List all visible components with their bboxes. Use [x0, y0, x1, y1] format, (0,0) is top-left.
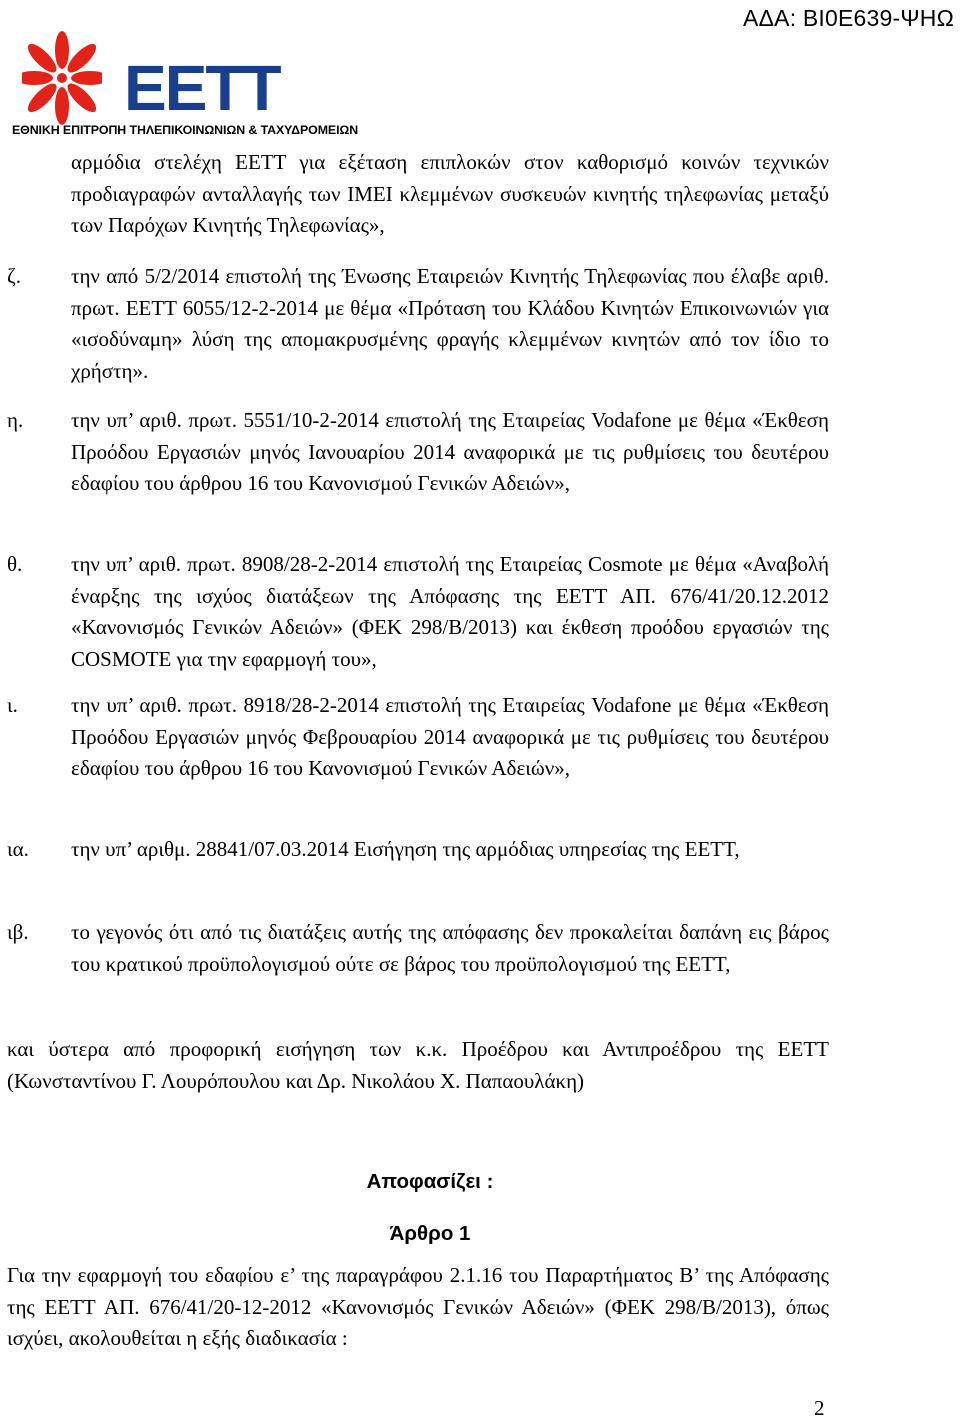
list-item-text: το γεγονός ότι από τις διατάξεις αυτής της απόφασης δεν προκαλείται δαπάνη εις βάρος του κρατικού προϋπολογισμού ούτε σε βάρος του προϋπολογισμού της ΕΕΤΤ,	[71, 920, 829, 976]
list-item-text: την υπ’ αριθμ. 28841/07.03.2014 Εισήγηση της αρμόδιας υπηρεσίας της ΕΕΤΤ,	[71, 837, 740, 861]
eett-logo-word: ΕΕΤΤ	[124, 52, 280, 124]
eett-logo-mark-icon	[22, 30, 102, 126]
list-item-text: αρμόδια στελέχη ΕΕΤΤ για εξέταση επιπλοκών στον καθορισμό κοινών τεχνικών προδιαγραφών ανταλλαγής των IMEI κλεμμένων συσκευών κινητής τηλεφωνίας μεταξύ των Παρόχων Κινητής Τηλεφωνίας»,	[71, 150, 829, 237]
list-item-marker: ια.	[7, 837, 29, 861]
ada-code: ΑΔΑ: ΒΙ0Ε639-ΨΗΩ	[743, 5, 954, 31]
decision-heading: Αποφασίζει :	[366, 1170, 494, 1193]
article-paragraph: Για την εφαρμογή του εδαφίου ε’ της παραγράφου 2.1.16 του Παραρτήματος Β’ της Απόφασης της ΕΕΤΤ ΑΠ. 676/41/20-12-2012 «Κανονισμός Γενικών Αδειών» (ΦΕΚ 298/Β/2013), όπως ισχύει, ακολουθείται η εξής διαδικασία :	[7, 1263, 829, 1350]
list-item-text: την υπ’ αριθ. πρωτ. 8908/28-2-2014 επιστολή της Εταιρείας Cosmote με θέμα «Αναβολή έναρξης της ισχύος διατάξεων της Απόφασης της ΕΕΤΤ ΑΠ. 676/41/20.12.2012 «Κανονισμός Γενικών Αδειών» (ΦΕΚ 298/Β/2013) και έκθεση προόδου εργασιών της COSMOTE για την εφαρμογή του»,	[71, 552, 829, 671]
list-item-marker: ι.	[7, 693, 18, 717]
page-number: 2	[814, 1396, 825, 1420]
list-item-marker: ζ.	[7, 264, 21, 288]
closing-paragraph: και ύστερα από προφορική εισήγηση των κ.κ. Προέδρου και Αντιπροέδρου της ΕΕΤΤ (Κωνσταντίνου Γ. Λουρόπουλου και Δρ. Νικολάου Χ. Παπαουλάκη)	[7, 1037, 829, 1093]
list-item-text: την υπ’ αριθ. πρωτ. 5551/10-2-2014 επιστολή της Εταιρείας Vodafone με θέμα «Έκθεση Προόδου Εργασιών μηνός Ιανουαρίου 2014 αναφορικά με τις ρυθμίσεις του δευτέρου εδαφίου του άρθρου 16 του Κανονισμού Γενικών Αδειών»,	[71, 408, 829, 495]
article-heading: Άρθρο 1	[389, 1222, 471, 1245]
list-item-text: την από 5/2/2014 επιστολή της Ένωσης Εταιρειών Κινητής Τηλεφωνίας που έλαβε αριθ. πρωτ. ΕΕΤΤ 6055/12-2-2014 με θέμα «Πρόταση του Κλάδου Κινητών Επικοινωνιών για «ισοδύναμη» λύση της απομακρυσμένης φραγής κλεμμένων κινητών από τον ίδιο το χρήστη».	[71, 264, 829, 383]
eett-logo	[12, 30, 359, 142]
list-item-marker: η.	[7, 408, 24, 432]
eett-logo-caption: ΕΘΝΙΚΗ ΕΠΙΤΡΟΠΗ ΤΗΛΕΠΙΚΟΙΝΩΝΙΩΝ & ΤΑΧΥΔΡΟΜΕΙΩΝ	[12, 123, 359, 137]
list-item-text: την υπ’ αριθ. πρωτ. 8918/28-2-2014 επιστολή της Εταιρείας Vodafone με θέμα «Έκθεση Προόδου Εργασιών μηνός Φεβρουαρίου 2014 αναφορικά με τις ρυθμίσεις του δευτέρου εδαφίου του άρθρου 16 του Κανονισμού Γενικών Αδειών»,	[71, 693, 829, 780]
list-item-marker: ιβ.	[7, 920, 29, 944]
list-item-marker: θ.	[7, 552, 23, 576]
